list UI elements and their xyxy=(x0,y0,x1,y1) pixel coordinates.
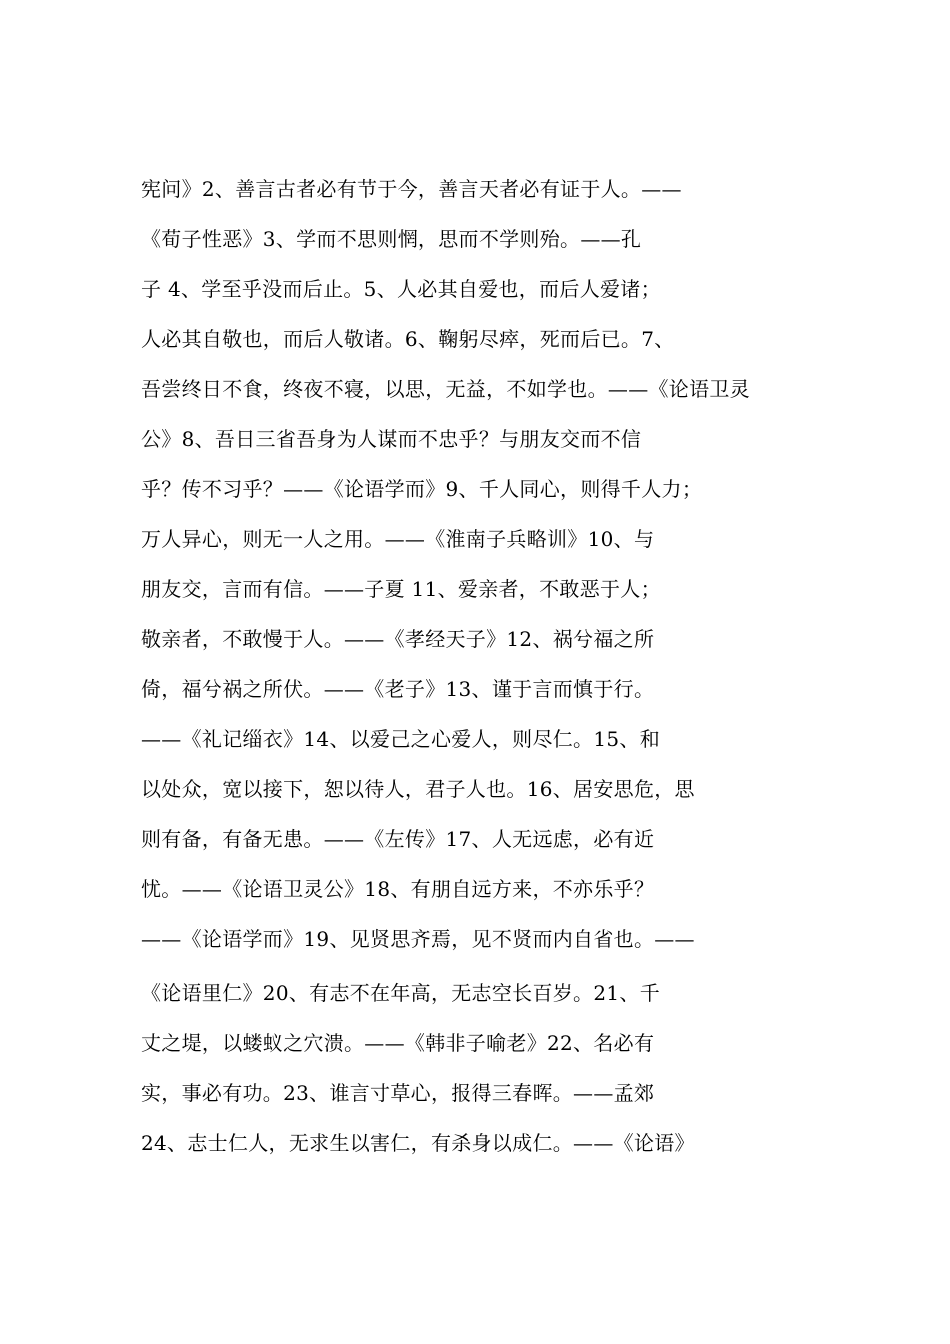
text-line-19: 实，事必有功。23、谁言寸草心，报得三春晖。——孟郊 xyxy=(141,1081,655,1105)
text-line-5: 吾尝终日不食，终夜不寝，以思，无益，不如学也。——《论语卫灵 xyxy=(141,377,750,401)
text-line-1: 宪问》2、善言古者必有节于今，善言天者必有证于人。—— xyxy=(141,177,682,201)
text-line-9: 朋友交，言而有信。——子夏 11、爱亲者，不敢恶于人； xyxy=(141,577,661,601)
text-line-6: 公》8、吾日三省吾身为人谋而不忠乎？与朋友交而不信 xyxy=(141,427,642,451)
text-line-3: 子 4、学至乎没而后止。5、人必其自爱也，而后人爱诸； xyxy=(141,277,661,301)
text-line-20: 24、志士仁人，无求生以害仁，有杀身以成仁。——《论语》 xyxy=(141,1131,695,1155)
text-line-2: 《荀子性恶》3、学而不思则惘，思而不学则殆。——孔 xyxy=(141,227,642,251)
text-line-14: 则有备，有备无患。——《左传》17、人无远虑，必有近 xyxy=(141,827,655,851)
text-line-10: 敬亲者，不敢慢于人。——《孝经天子》12、祸兮福之所 xyxy=(141,627,655,651)
text-line-8: 万人异心，则无一人之用。——《淮南子兵略训》10、与 xyxy=(141,527,655,551)
text-line-4: 人必其自敬也，而后人敬诸。6、鞠躬尽瘁，死而后已。7、 xyxy=(141,327,675,351)
text-line-15: 忧。——《论语卫灵公》18、有朋自远方来，不亦乐乎？ xyxy=(141,877,655,901)
text-line-17: 《论语里仁》20、有志不在年高，无志空长百岁。21、千 xyxy=(141,981,660,1005)
text-line-11: 倚，福兮祸之所伏。——《老子》13、谨于言而慎于行。 xyxy=(141,677,655,701)
text-line-12: ——《礼记缁衣》14、以爱己之心爱人，则尽仁。15、和 xyxy=(141,727,660,751)
text-line-13: 以处众，宽以接下，恕以待人，君子人也。16、居安思危，思 xyxy=(141,777,695,801)
text-line-16: ——《论语学而》19、见贤思齐焉，见不贤而内自省也。—— xyxy=(141,927,695,951)
text-line-7: 乎？传不习乎？——《论语学而》9、千人同心，则得千人力； xyxy=(141,477,703,501)
text-line-18: 丈之堤，以蝼蚁之穴溃。——《韩非子喻老》22、名必有 xyxy=(141,1031,655,1055)
